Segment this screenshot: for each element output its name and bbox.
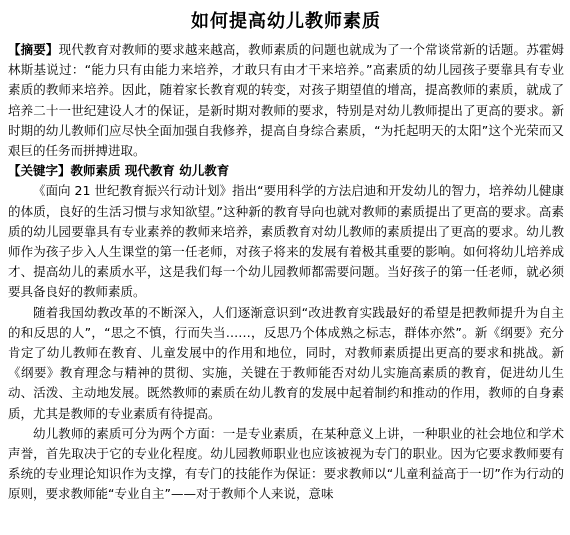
body-paragraph-1: 《面向 21 世纪教育振兴行动计划》指出“要用科学的方法启迪和开发幼儿的智力，培养幼儿健康的体质，良好的生活习惯与求知欲望。”这种新的教育导向也就对教师的素质提出了更高的要求。高素质的幼儿园要靠具有专业素养的教师来培养，素质教育对幼儿教师的素质提出了更高的要求。幼儿教师作为孩子步入人生课堂的第一任老师，对孩子将来的发展有着极其重要的影响。如何将幼儿培养成才、提高幼儿的素质水平，这是我们每一个幼儿园教师都需要问题。当好孩子的第一任老师，就必须要具备良好的教师素质。	[8, 183, 564, 300]
keywords-text: 教师素质 现代教育 幼儿教育	[70, 163, 230, 179]
keywords-label: 【关键字】	[8, 163, 71, 179]
body-paragraph-2: 随着我国幼教改革的不断深入，人们逐渐意识到“改进教育实践最好的希望是把教师提升为自主的和反思的人”，“思之不慎，行而失当……，反思乃个体成熟之标志，群体亦然”。新《纲要》充分肯定了幼儿教师在教育、儿童发展中的作用和地位，同时，对教师素质提出更高的要求和挑战。新《纲要》教育理念与精神的贯彻、实施，关键在于教师能否对幼儿实施高素质的教育，促进幼儿生动、活泼、主动地发展。既然教师的素质在幼儿教育的发展中起着制约和推动的作用，教师的自身素质，尤其是教师的专业素质有待提高。	[8, 304, 564, 421]
keywords-paragraph	[8, 161, 564, 181]
abstract-label: 【摘要】	[8, 42, 59, 57]
abstract-paragraph	[8, 40, 564, 161]
abstract-text: 现代教育对教师的要求越来越高，教师素质的问题也就成为了一个常谈常新的话题。苏霍姆林斯基说过：“能力只有由能力来培养，才敢只有由才干来培养。”高素质的幼儿园孩子要靠具有专业素质的教师来培养。因此，随着家长教育观的转变，对孩子期望值的增高，提高教师的素质，就成了培养二十一世纪建设人才的保证，是新时期对教师的要求，特别是对幼儿教师提出了更高的要求。新时期的幼儿教师们应尽快全面加强自我修养，提高自身综合素质，“为托起明天的太阳”这个光荣而又艰巨的任务而拼搏进取。	[8, 42, 564, 159]
document-title: 如何提高幼儿教师素质	[191, 11, 381, 32]
body-paragraph-3: 幼儿教师的素质可分为两个方面：一是专业素质，在某种意义上讲，一种职业的社会地位和学术声誉，首先取决于它的专业化程度。幼儿园教师职业也应该被视为专门的职业。因为它要求教师要有系统的专业理论知识作为支撑，有专门的技能作为保证：要求教师以“儿童利益高于一切”作为行动的原则，要求教师能“专业自主”——对于教师个人来说，意味	[8, 425, 564, 502]
